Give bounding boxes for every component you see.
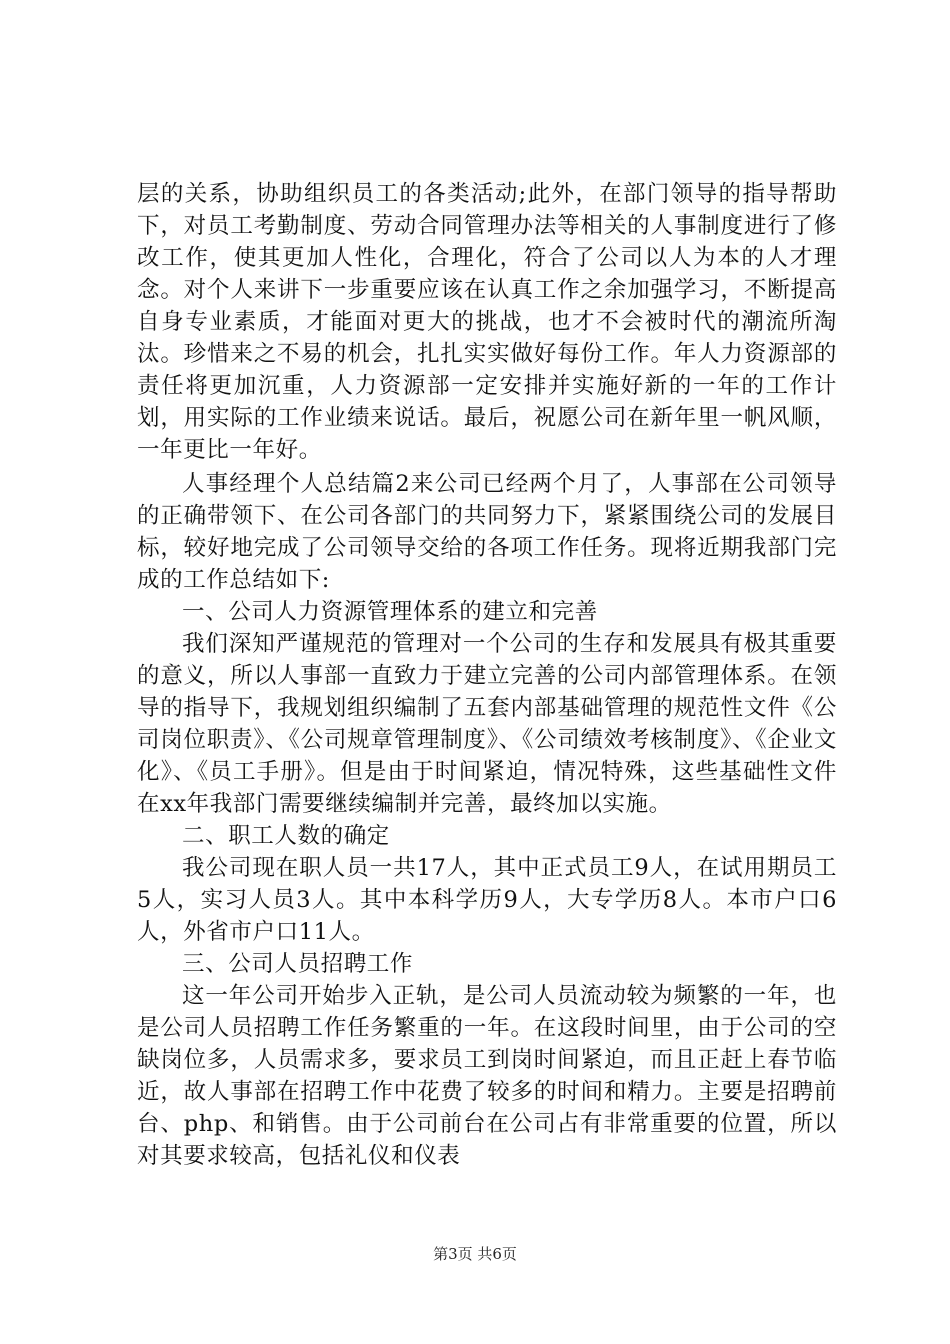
section-2-heading: 二、职工人数的确定 — [182, 823, 390, 849]
intro-paragraph: 人事经理个人总结篇2来公司已经两个月了，人事部在公司领导的正确带领下、在公司各部门的共同努力下，紧紧围绕公司的发展目标，较好地完成了公司领导交给的各项工作任务。现将近期我部门完成的工作总结如下: — [137, 471, 837, 593]
summary-body — [137, 468, 837, 1172]
page-number-label: 第3页 共6页 — [433, 1245, 517, 1263]
section-3-body: 这一年公司开始步入正轨，是公司人员流动较为频繁的一年，也是公司人员招聘工作任务繁重的一年。在这段时间里，由于公司的空缺岗位多，人员需求多，要求员工到岗时间紧迫，而且正赶上春节临近，故人事部在招聘工作中花费了较多的时间和精力。主要是招聘前台、php、和销售。由于公司前台在公司占有非常重要的位置，所以对其要求较高，包括礼仪和仪表 — [137, 983, 837, 1169]
section-3-heading: 三、公司人员招聘工作 — [182, 951, 414, 977]
section-2-body: 我公司现在职人员一共17人，其中正式员工9人，在试用期员工5人，实习人员3人。其中本科学历9人，大专学历8人。本市户口6人，外省市户口11人。 — [137, 855, 837, 945]
section-1-heading: 一、公司人力资源管理体系的建立和完善 — [182, 599, 598, 625]
page-footer — [0, 1243, 950, 1264]
section-1-body: 我们深知严谨规范的管理对一个公司的生存和发展具有极其重要的意义，所以人事部一直致力于建立完善的公司内部管理体系。在领导的指导下，我规划组织编制了五套内部基础管理的规范性文件《公司岗位职责》、《公司规章管理制度》、《公司绩效考核制度》、《企业文化》、《员工手册》。但是由于时间紧迫，情况特殊，这些基础性文件在xx年我部门需要继续编制并完善，最终加以实施。 — [137, 631, 837, 817]
closing-paragraph: 层的关系，协助组织员工的各类活动;此外，在部门领导的指导帮助下，对员工考勤制度、劳动合同管理办法等相关的人事制度进行了修改工作，使其更加人性化，合理化，符合了公司以人为本的人才理念。对个人来讲下一步重要应该在认真工作之余加强学习，不断提高自身专业素质，才能面对更大的挑战，也才不会被时代的潮流所淘汰。珍惜来之不易的机会，扎扎实实做好每份工作。年人力资源部的责任将更加沉重，人力资源部一定安排并实施好新的一年的工作计划，用实际的工作业绩来说话。最后，祝愿公司在新年里一帆风顺，一年更比一年好。 — [137, 181, 837, 463]
closing-paragraph-block — [137, 178, 837, 466]
